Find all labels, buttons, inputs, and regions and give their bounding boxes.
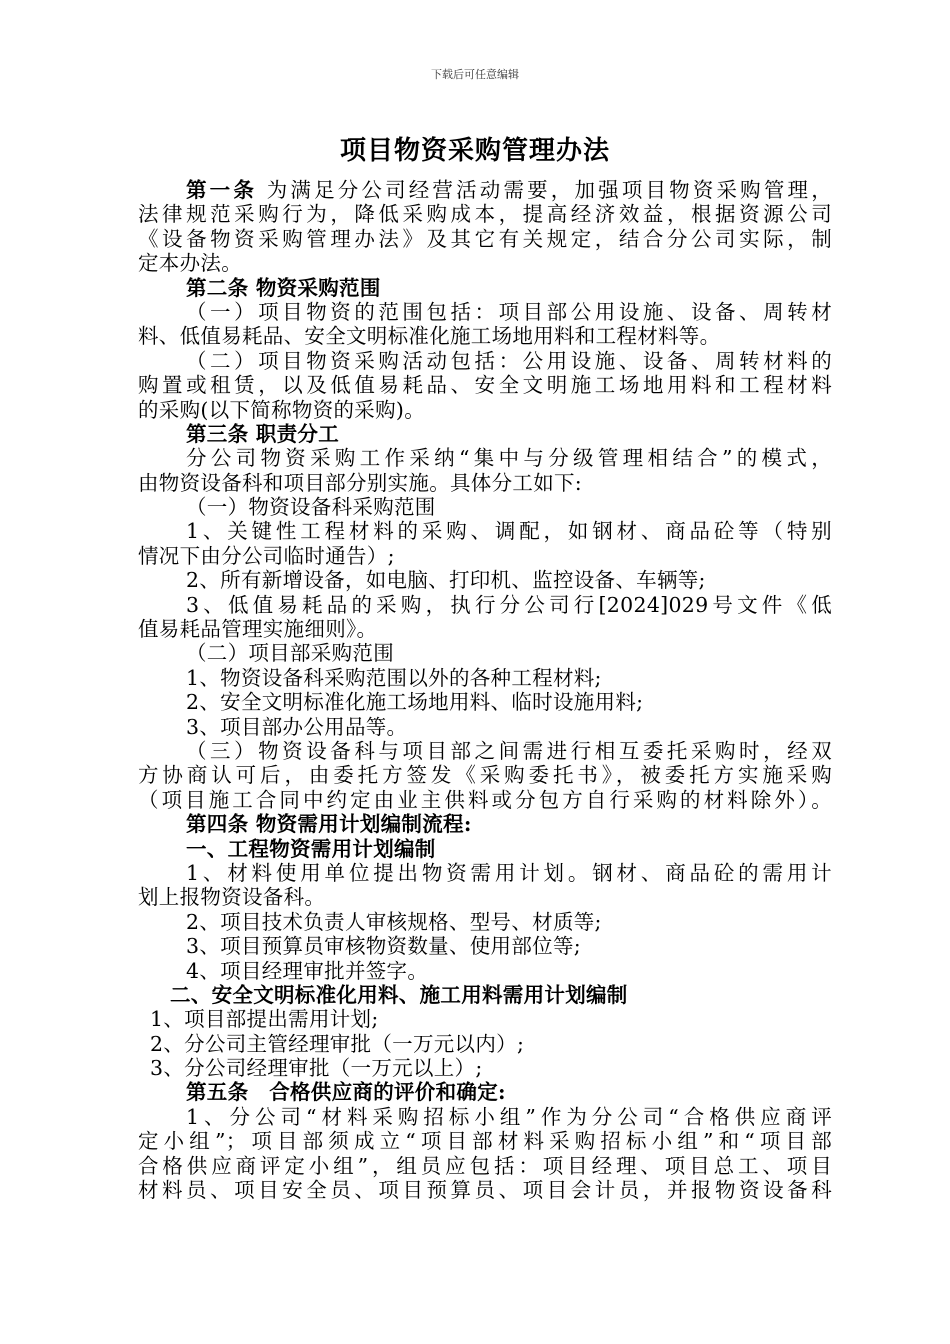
text-line [138,422,832,446]
line-text: 方协商认可后，由委托方签发《采购委托书》，被委托方实施采购 [138,763,832,788]
text-line [138,983,832,1007]
line-text: 3、分公司经理审批（一万元以上）; [150,1056,483,1081]
text-line [138,861,832,885]
line-text: 划上报物资设备科。 [138,885,326,910]
text-line [138,812,832,836]
line-text: 2、安全文明标准化施工场地用料、临时设施用料; [186,690,644,715]
line-text: （二）项目物资采购活动包括：公用设施、设备、周转材料的 [186,348,832,373]
text-line [138,1129,832,1153]
line-text: 由物资设备科和项目部分别实施。具体分工如下: [138,470,583,495]
text-line [138,1105,832,1129]
text-line [138,1007,832,1031]
line-text: 3、项目预算员审核物资数量、使用部位等; [186,934,581,959]
text-line [138,1154,832,1178]
text-line [138,910,832,934]
text-line [138,885,832,909]
line-text: 《设备物资采购管理办法》及其它有关规定，结合分公司实际，制 [138,226,832,251]
text-line [138,276,832,300]
line-text: 材料员、项目安全员、项目预算员、项目会计员，并报物资设备科 [138,1178,832,1203]
text-line [138,788,832,812]
text-line [138,690,832,714]
line-text: 的采购(以下简称物资的采购)。 [138,397,425,422]
line-text: 4、项目经理审批并签字。 [186,958,429,983]
line-text: （二）项目部采购范围 [186,641,394,666]
line-text: （项目施工合同中约定由业主供料或分包方自行采购的材料除外）。 [138,787,832,812]
line-text: 1、分公司“材料采购招标小组”作为分公司“合格供应商评 [186,1104,832,1129]
article-heading: 二、安全文明标准化用料、施工用料需用计划编制 [170,982,628,1007]
text-line [138,373,832,397]
article-heading: 第三条 职责分工 [186,421,340,446]
line-text: （一）物资设备科采购范围 [186,495,436,520]
line-text: 定本办法。 [138,251,242,276]
text-line [138,495,832,519]
line-text: 料、低值易耗品、安全文明标准化施工场地用料和工程材料等。 [138,324,721,349]
text-line [138,1178,832,1202]
line-text: 法律规范采购行为，降低采购成本，提高经济效益，根据资源公司 [138,202,832,227]
text-line [138,837,832,861]
text-line [138,666,832,690]
line-text: 2、所有新增设备，如电脑、打印机、监控设备、车辆等; [186,568,706,593]
line-text: 定小组”；项目部须成立“项目部材料采购招标小组”和“项目部 [138,1129,832,1154]
text-line [138,300,832,324]
line-text: 1、项目部提出需用计划; [150,1007,379,1032]
text-line [138,617,832,641]
text-line [138,398,832,422]
text-line [138,324,832,348]
line-text: 值易耗品管理实施细则》。 [138,617,378,642]
article-heading: 第二条 物资采购范围 [186,275,381,300]
text-line [138,1080,832,1104]
article-heading: 第一条 [186,178,258,202]
text-line [138,471,832,495]
line-text: 1、材料使用单位提出物资需用计划。钢材、商品砼的需用计 [186,860,832,885]
line-text: 3、项目部办公用品等。 [186,714,408,739]
text-line [138,544,832,568]
line-text: 1、关键性工程材料的采购、调配，如钢材、商品砼等（特别 [186,519,832,544]
text-line [138,178,832,202]
article-heading: 第四条 物资需用计划编制流程: [186,812,472,837]
text-line [138,959,832,983]
document-body [138,178,832,1202]
text-line [138,202,832,226]
text-line [138,641,832,665]
text-line [138,1056,832,1080]
line-text: 2、项目技术负责人审核规格、型号、材质等; [186,909,602,934]
text-line [138,763,832,787]
text-line [138,568,832,592]
document-title: 项目物资采购管理办法 [339,136,610,166]
text-line [138,593,832,617]
article-heading: 一、工程物资需用计划编制 [186,836,436,861]
line-text: 1、物资设备科采购范围以外的各种工程材料; [186,665,602,690]
line-text: （一）项目物资的范围包括：项目部公用设施、设备、周转材 [186,299,832,324]
line-text: 2、分公司主管经理审批（一万元以内）; [150,1031,525,1056]
text-line [138,519,832,543]
text-line [138,1032,832,1056]
line-text: 购置或租赁，以及低值易耗品、安全文明施工场地用料和工程材料 [138,373,832,398]
text-line [138,446,832,470]
text-line [138,227,832,251]
line-text: 合格供应商评定小组”，组员应包括：项目经理、项目总工、项目 [138,1153,832,1178]
text-line [138,349,832,373]
line-text: 为满足分公司经营活动需要，加强项目物资采购管理， [257,178,832,202]
line-text: 分公司物资采购工作采纳“集中与分级管理相结合”的模式， [186,446,832,471]
text-line [138,739,832,763]
line-text: （三）物资设备科与项目部之间需进行相互委托采购时，经双 [186,738,832,763]
article-heading: 第五条 合格供应商的评价和确定: [186,1080,506,1105]
line-text: 情况下由分公司临时通告）; [138,543,395,568]
header-note: 下载后可任意编辑 [431,68,519,81]
line-text: 3、低值易耗品的采购，执行分公司行[2024]029号文件《低 [186,592,832,617]
text-line [138,934,832,958]
text-line [138,715,832,739]
text-line [138,251,832,275]
